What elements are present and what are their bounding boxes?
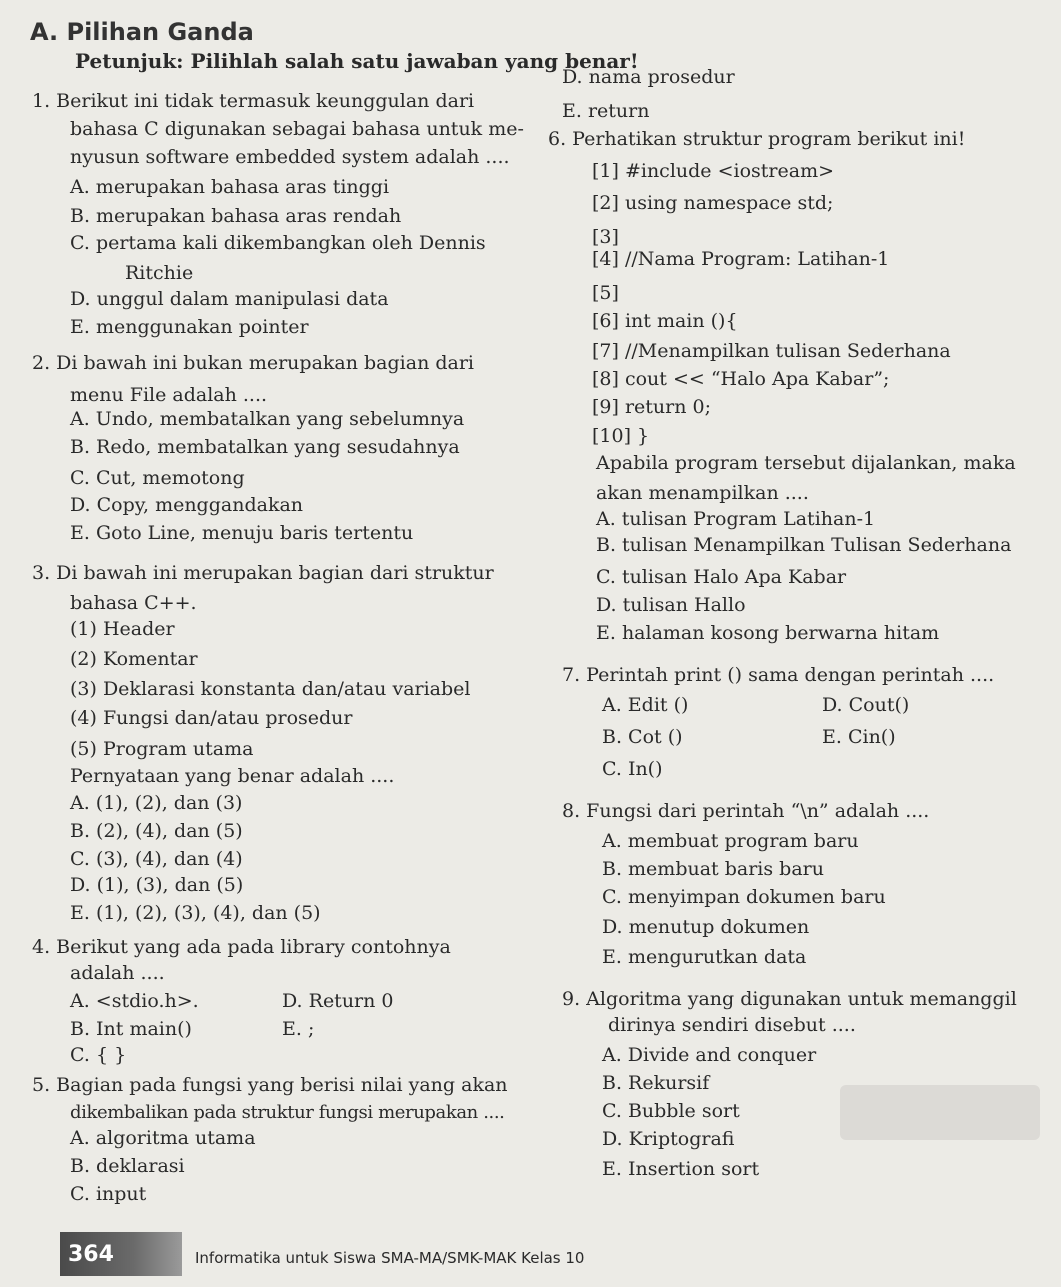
question-3-option-a: A. (1), (2), dan (3) [70,792,243,814]
question-6-code-line: [1] #include <iostream> [592,160,834,182]
question-8-option-c: C. menyimpan dokumen baru [602,886,886,908]
question-1-option-d: D. unggul dalam manipulasi data [70,288,389,310]
question-9-option-b: B. Rekursif [602,1072,710,1094]
question-2-option-c: C. Cut, memotong [70,467,245,489]
question-6-option-b: B. tulisan Menampilkan Tulisan Sederhana [596,534,1012,556]
question-5-text: dikembalikan pada struktur fungsi merupakan .... [70,1102,505,1123]
question-6-code-line: [5] [592,282,619,304]
question-9-option-c: C. Bubble sort [602,1100,740,1122]
question-3-item: (4) Fungsi dan/atau prosedur [70,707,353,729]
question-6-option-e: E. halaman kosong berwarna hitam [596,622,940,644]
question-6-code-line: [9] return 0; [592,396,712,418]
question-1-text: 1. Berikut ini tidak termasuk keunggulan dari [32,90,475,112]
question-5-option-b: B. deklarasi [70,1155,185,1177]
question-4-option-d: D. Return 0 [282,990,394,1012]
question-1-option-e: E. menggunakan pointer [70,316,309,338]
question-1-option-c: C. pertama kali dikembangkan oleh Dennis [70,232,486,254]
question-7-option-b: B. Cot () [602,726,683,748]
question-6-after: Apabila program tersebut dijalankan, maka [596,452,1016,474]
question-9-option-a: A. Divide and conquer [602,1044,817,1066]
question-8-option-e: E. mengurutkan data [602,946,807,968]
question-3-option-e: E. (1), (2), (3), (4), dan (5) [70,902,321,924]
question-9-option-d: D. Kriptografi [602,1128,735,1150]
question-5-option-c: C. input [70,1183,147,1205]
question-9-text: dirinya sendiri disebut .... [608,1014,856,1036]
question-7-text: 7. Perintah print () sama dengan perintah .... [562,664,995,686]
question-5-option-e: E. return [562,100,650,122]
question-3-item: (5) Program utama [70,738,254,760]
question-1-option-a: A. merupakan bahasa aras tinggi [70,176,390,198]
question-7-option-e: E. Cin() [822,726,896,748]
question-3-item: (2) Komentar [70,648,198,670]
question-2-text: 2. Di bawah ini bukan merupakan bagian dari [32,352,474,374]
question-9-option-e: E. Insertion sort [602,1158,760,1180]
question-3-option-b: B. (2), (4), dan (5) [70,820,243,842]
question-8-option-b: B. membuat baris baru [602,858,824,880]
book-title: Informatika untuk Siswa SMA-MA/SMK-MAK Kelas 10 [195,1249,585,1267]
question-2-option-b: B. Redo, membatalkan yang sesudahnya [70,436,460,458]
question-2-option-e: E. Goto Line, menuju baris tertentu [70,522,414,544]
question-6-code-line: [7] //Menampilkan tulisan Sederhana [592,340,951,362]
question-3-item: (3) Deklarasi konstanta dan/atau variabel [70,678,471,700]
question-5-option-d: D. nama prosedur [562,66,735,88]
section-title: A. Pilihan Ganda [30,18,254,46]
question-7-option-d: D. Cout() [822,694,910,716]
question-6-code-line: [10] } [592,425,650,447]
question-3-text: bahasa C++. [70,592,197,614]
question-3-text: 3. Di bawah ini merupakan bagian dari struktur [32,562,494,584]
question-9-text: 9. Algoritma yang digunakan untuk memanggil [562,988,1017,1010]
question-4-text: 4. Berikut yang ada pada library contohnya [32,936,451,958]
question-5-text: 5. Bagian pada fungsi yang berisi nilai yang akan [32,1074,508,1096]
question-6-option-c: C. tulisan Halo Apa Kabar [596,566,847,588]
question-1-option-b: B. merupakan bahasa aras rendah [70,205,402,227]
question-6-code-line: [6] int main (){ [592,310,738,332]
question-2-text: menu File adalah .... [70,384,268,406]
question-7-option-a: A. Edit () [602,694,689,716]
question-3-item: (1) Header [70,618,175,640]
question-6-option-d: D. tulisan Hallo [596,594,746,616]
question-3-option-d: D. (1), (3), dan (5) [70,874,244,896]
question-1-option-c-cont: Ritchie [125,262,194,284]
question-1-text: nyusun software embedded system adalah .... [70,146,510,168]
question-6-code-line: [8] cout << “Halo Apa Kabar”; [592,368,890,390]
question-6-code-line: [3] [592,226,619,248]
question-5-option-a: A. algoritma utama [70,1127,256,1149]
question-6-option-a: A. tulisan Program Latihan-1 [596,508,876,530]
question-4-option-c: C. { } [70,1044,127,1066]
question-4-text: adalah .... [70,962,165,984]
question-6-text: 6. Perhatikan struktur program berikut ini! [548,128,966,150]
question-6-code-line: [4] //Nama Program: Latihan-1 [592,248,890,270]
question-4-option-e: E. ; [282,1018,315,1040]
question-6-after: akan menampilkan .... [596,482,809,504]
question-8-option-a: A. membuat program baru [602,830,859,852]
question-4-option-b: B. Int main() [70,1018,192,1040]
question-7-option-c: C. In() [602,758,663,780]
question-4-option-a: A. <stdio.h>. [70,990,199,1012]
question-8-text: 8. Fungsi dari perintah “\n” adalah .... [562,800,930,822]
question-6-code-line: [2] using namespace std; [592,192,834,214]
question-2-option-a: A. Undo, membatalkan yang sebelumnya [70,408,465,430]
question-3-prompt: Pernyataan yang benar adalah .... [70,765,395,787]
question-2-option-d: D. Copy, menggandakan [70,494,304,516]
question-3-option-c: C. (3), (4), dan (4) [70,848,243,870]
question-8-option-d: D. menutup dokumen [602,916,810,938]
faded-watermark [840,1085,1040,1140]
instructions: Petunjuk: Pilihlah salah satu jawaban yang benar! [75,49,639,73]
question-1-text: bahasa C digunakan sebagai bahasa untuk me- [70,118,524,140]
page-number: 364 [68,1242,114,1267]
